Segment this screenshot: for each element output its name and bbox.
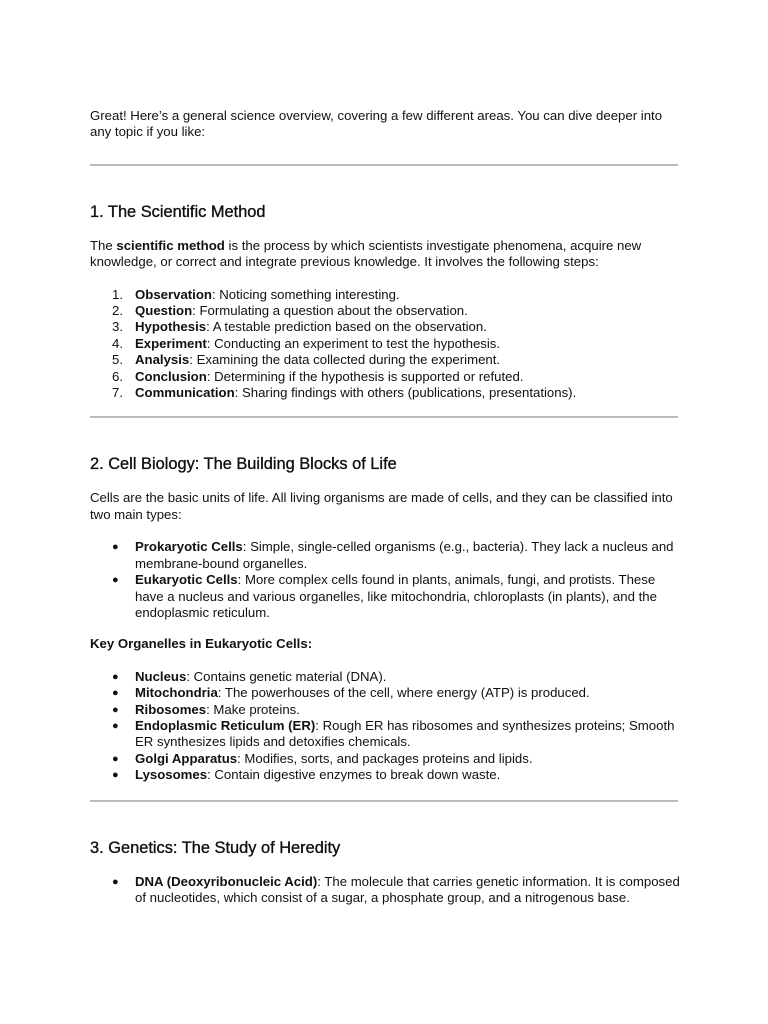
list-item: 1. Observation: Noticing something interesting. — [112, 286, 400, 302]
bullet-icon: ● — [112, 541, 119, 554]
list-item: 5. Analysis: Examining the data collected during the experiment. — [112, 352, 501, 368]
list-item: ● Mitochondria: The powerhouses of the cell, where energy (ATP) is produced. — [112, 685, 590, 701]
organelles-subheading: Key Organelles in Eukaryotic Cells: — [90, 636, 313, 652]
genetics-list — [90, 874, 680, 907]
bullet-icon: ● — [112, 687, 119, 700]
scientific-method-paragraph: The scientific method is the process by which scientists investigate phenomena, acquire new knowledge, or correct and integrate previous knowledge. It involves the following steps: — [90, 237, 642, 270]
list-item: ● Golgi Apparatus: Modifies, sorts, and packages proteins and lipids. — [112, 750, 533, 766]
intro-paragraph: Great! Here’s a general science overview, covering a few different areas. You can dive deeper into any topic if you like: — [90, 108, 663, 140]
list-item: 3. Hypothesis: A testable prediction based on the observation. — [112, 319, 487, 335]
list-item: 2. Question: Formulating a question about the observation. — [112, 303, 468, 319]
bullet-icon: ● — [112, 875, 119, 888]
bullet-icon: ● — [112, 703, 119, 716]
list-item: ● Eukaryotic Cells: More complex cells found in plants, animals, fungi, and protists. These have a nucleus and various organelles, like mitochondria, chloroplasts (in plants), and the endoplasmic reticulum. — [112, 572, 657, 620]
scientific-method-steps — [90, 287, 680, 402]
list-item: 7. Communication: Sharing findings with others (publications, presentations). — [112, 385, 577, 401]
document-content — [90, 108, 680, 906]
list-item: ● Endoplasmic Reticulum (ER): Rough ER has ribosomes and synthesizes proteins; Smooth ER synthesizes lipids and detoxifies chemicals. — [112, 717, 675, 750]
cell-types-list — [90, 539, 680, 621]
bullet-icon: ● — [112, 769, 119, 782]
list-item: 4. Experiment: Conducting an experiment to test the hypothesis. — [112, 335, 501, 351]
section-title-genetics: 3. Genetics: The Study of Heredity — [90, 838, 341, 857]
organelles-list — [90, 669, 680, 784]
list-item: ● Ribosomes: Make proteins. — [112, 701, 300, 717]
list-item: ● Nucleus: Contains genetic material (DNA). — [112, 668, 387, 684]
bullet-icon: ● — [112, 574, 119, 587]
section-title-scientific-method: 1. The Scientific Method — [90, 202, 266, 221]
list-item: ● Lysosomes: Contain digestive enzymes to break down waste. — [112, 767, 501, 783]
bullet-icon: ● — [112, 719, 119, 732]
list-item: 6. Conclusion: Determining if the hypothesis is supported or refuted. — [112, 368, 524, 384]
cell-biology-paragraph: Cells are the basic units of life. All living organisms are made of cells, and they can be classified into two main types: — [90, 490, 673, 522]
bullet-icon: ● — [112, 752, 119, 765]
section-title-cell-biology: 2. Cell Biology: The Building Blocks of Life — [90, 455, 397, 474]
list-item: ● DNA (Deoxyribonucleic Acid): The molecule that carries genetic information. It is composed of nucleotides, which consist of a sugar, a phosphate group, and a nitrogenous base. — [112, 873, 680, 905]
list-item: ● Prokaryotic Cells: Simple, single-celled organisms (e.g., bacteria). They lack a nucleus and membrane-bound organelles. — [112, 539, 674, 571]
bullet-icon: ● — [112, 670, 119, 683]
